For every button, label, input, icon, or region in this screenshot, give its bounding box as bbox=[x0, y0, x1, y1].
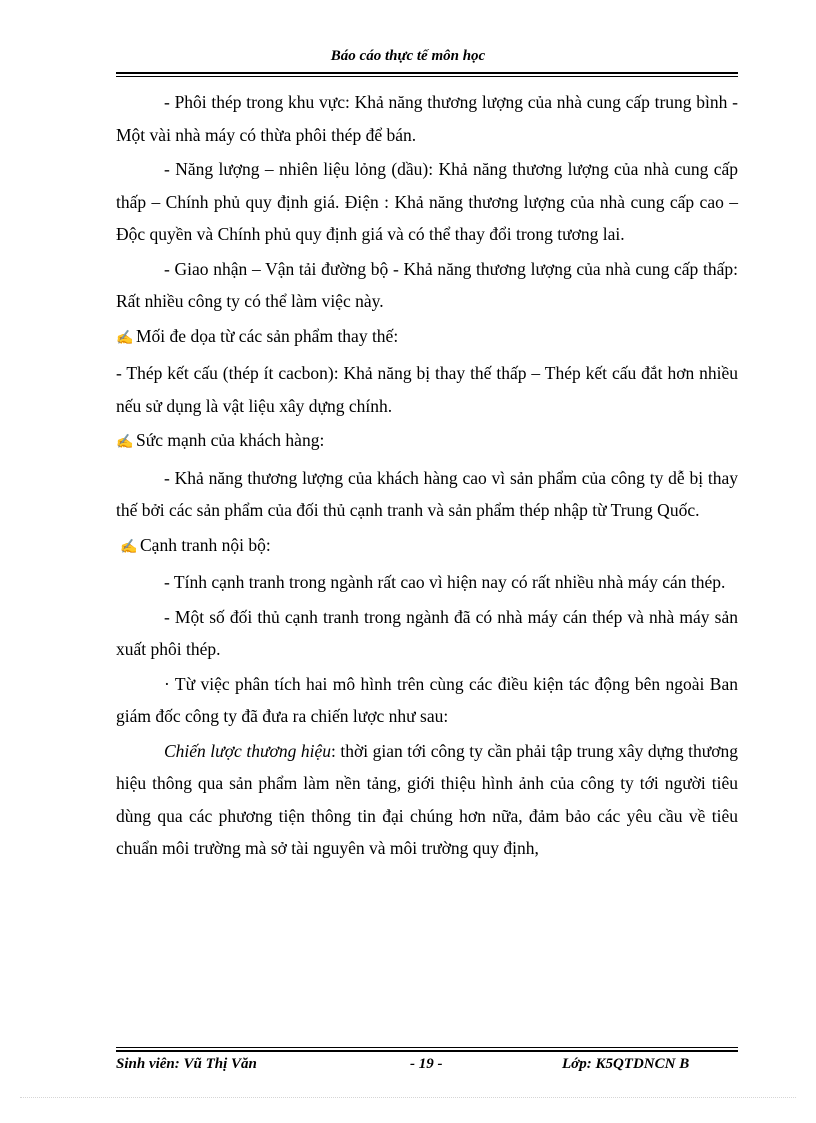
paragraph-brand-strategy bbox=[116, 735, 738, 865]
paragraph-energy: - Năng lượng – nhiên liệu lỏng (dầu): Khả năng thương lượng của nhà cung cấp thấp – Chính phủ quy định giá. Điện : Khả năng thương lượng của nhà cung cấp cao – Độc quyền và Chính phủ quy định giá và có thể thay đổi trong tương lai. bbox=[116, 159, 738, 244]
footer-page-number: - 19 - bbox=[410, 1056, 443, 1072]
brand-strategy-text: : thời gian tới công ty cần phải tập trung xây dựng thương hiệu thông qua sản phẩm làm nền tảng, giới thiệu hình ảnh của công ty tới người tiêu dùng qua các phương tiện thông tin đại chúng hơn nữa, đảm bảo các yêu cầu về tiêu chuẩn môi trường mà sở tài nguyên và môi trường quy định, bbox=[116, 740, 738, 858]
paragraph-structural-steel: - Thép kết cấu (thép ít cacbon): Khả năng bị thay thế thấp – Thép kết cấu đắt hơn nhiều nếu sử dụng là vật liệu xây dựng chính. bbox=[116, 363, 738, 416]
header-rule-thick bbox=[116, 72, 738, 74]
paragraph-transport: - Giao nhận – Vận tải đường bộ - Khả năng thương lượng của nhà cung cấp thấp: Rất nhiều công ty có thể làm việc này. bbox=[116, 258, 738, 311]
heading-customer-power bbox=[116, 424, 738, 460]
heading-substitutes bbox=[116, 320, 738, 356]
heading-customer-power-label: Sức mạnh của khách hàng: bbox=[136, 430, 325, 450]
brand-strategy-term: Chiến lược thương hiệu bbox=[164, 740, 331, 761]
header-title: Báo cáo thực tế môn học bbox=[330, 48, 486, 64]
paragraph-steel-billet: - Phôi thép trong khu vực: Khả năng thương lượng của nhà cung cấp trung bình - Một vài nhà máy có thừa phôi thép để bán. bbox=[116, 92, 738, 145]
heading-internal-competition bbox=[116, 529, 738, 565]
paragraph-competition-level: - Tính cạnh tranh trong ngành rất cao vì hiện nay có rất nhiều nhà máy cán thép. bbox=[164, 572, 726, 592]
document-body bbox=[116, 86, 738, 867]
writing-hand-icon: ✍ bbox=[116, 330, 134, 346]
heading-internal-competition-label: Cạnh tranh nội bộ: bbox=[140, 534, 271, 555]
heading-substitutes-label: Mối đe dọa từ các sản phẩm thay thế: bbox=[136, 325, 399, 346]
writing-hand-icon: ✍ bbox=[116, 435, 134, 450]
footer-rule-thick bbox=[116, 1050, 738, 1052]
footer-rule-thin bbox=[116, 1047, 738, 1048]
paragraph-customer-bargaining: - Khả năng thương lượng của khách hàng cao vì sản phẩm của công ty dễ bị thay thế bởi các sản phẩm của đối thủ cạnh tranh và sản phẩm thép nhập từ Trung Quốc. bbox=[116, 467, 738, 520]
page-bottom-dotted-line bbox=[20, 1097, 796, 1098]
paragraph-competitors: - Một số đối thủ cạnh tranh trong ngành đã có nhà máy cán thép và nhà máy sản xuất phôi thép. bbox=[116, 606, 738, 659]
footer-text bbox=[116, 1056, 738, 1076]
paragraph-strategy-intro: · Từ việc phân tích hai mô hình trên cùng các điều kiện tác động bên ngoài Ban giám đốc công ty đã đưa ra chiến lược như sau: bbox=[116, 673, 738, 726]
header-rule-thin bbox=[116, 76, 738, 77]
footer-student: Sinh viên: Vũ Thị Văn bbox=[116, 1056, 257, 1072]
footer-class: Lớp: K5QTDNCN B bbox=[562, 1056, 690, 1072]
writing-hand-icon: ✍ bbox=[120, 539, 138, 555]
